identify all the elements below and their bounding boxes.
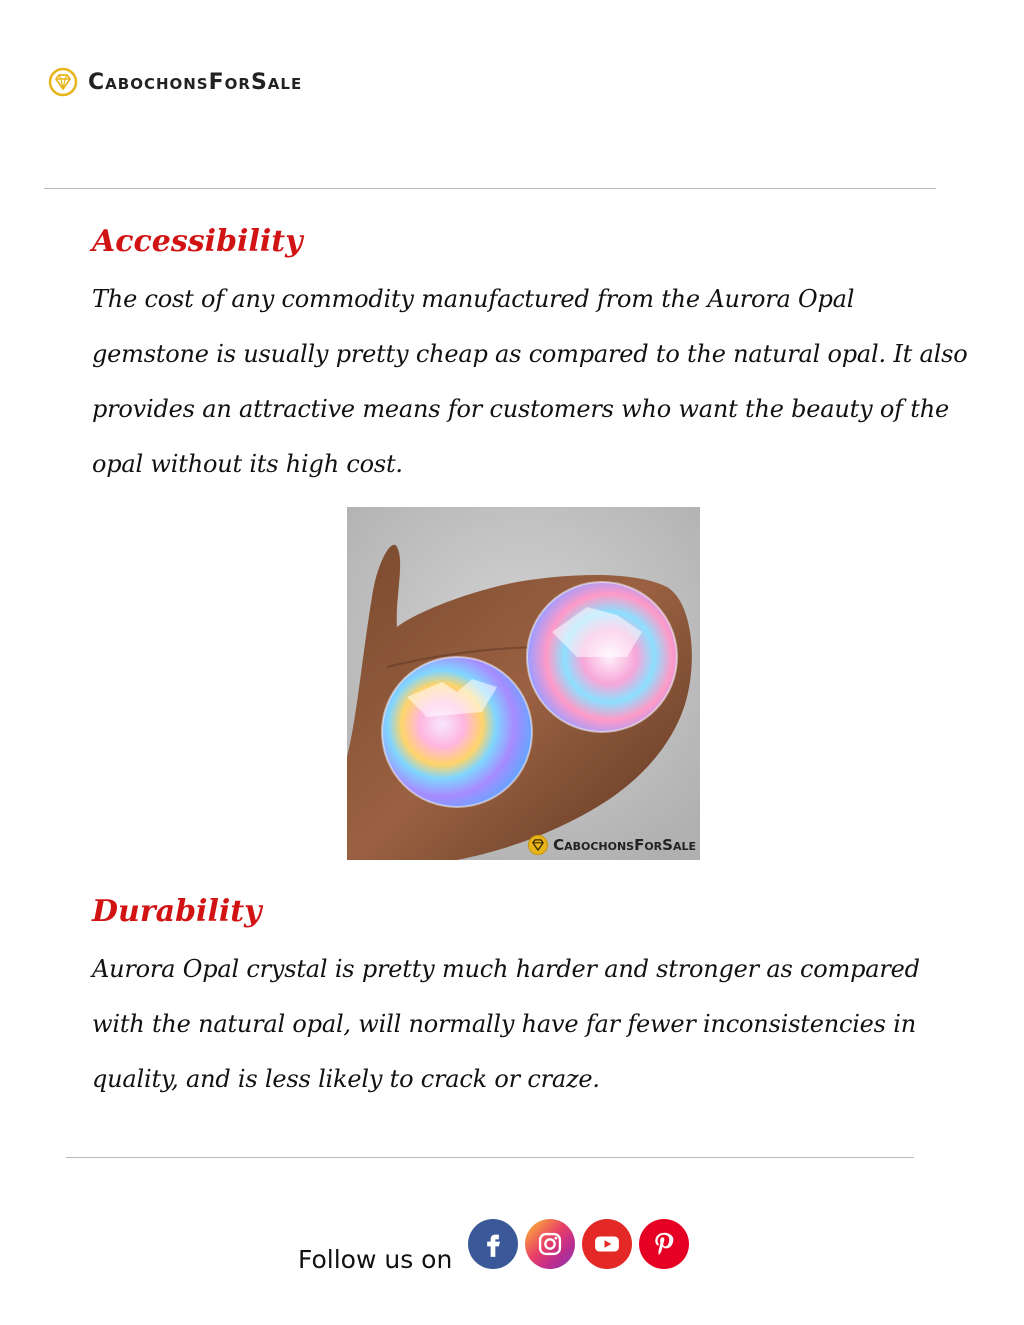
youtube-icon — [592, 1229, 622, 1259]
top-divider — [44, 188, 936, 189]
durability-body: Aurora Opal crystal is pretty much harder and stronger as compared with the natural opal, will normally have far fewer inconsistencies in quality, and is less likely to crack or craze. — [92, 955, 920, 1093]
bottom-divider — [66, 1157, 914, 1158]
gem-logo-icon — [48, 67, 78, 97]
gem-watermark-icon — [527, 834, 549, 856]
opal-illustration — [347, 507, 700, 860]
pinterest-link[interactable] — [639, 1219, 689, 1269]
accessibility-heading: Accessibility — [92, 224, 303, 259]
accessibility-section — [92, 224, 972, 492]
pinterest-icon — [649, 1229, 679, 1259]
accessibility-body: The cost of any commodity manufactured from the Aurora Opal gemstone is usually pretty cheap as compared to the natural opal. It also provides an attractive means for customers who want the beauty of the opal without its high cost. — [92, 285, 968, 478]
brand-logo[interactable] — [48, 64, 302, 100]
follow-us-label: Follow us on — [298, 1244, 453, 1274]
durability-section — [92, 894, 972, 1107]
photo-watermark — [527, 834, 696, 856]
aurora-opal-photo — [347, 507, 700, 860]
youtube-link[interactable] — [582, 1219, 632, 1269]
facebook-link[interactable] — [468, 1219, 518, 1269]
instagram-icon — [536, 1230, 564, 1258]
instagram-link[interactable] — [525, 1219, 575, 1269]
photo-watermark-text: CabochonsForSale — [553, 836, 696, 854]
brand-name: CabochonsForSale — [88, 69, 303, 95]
facebook-icon — [479, 1230, 507, 1258]
follow-us-footer — [298, 1214, 696, 1274]
durability-heading: Durability — [92, 894, 262, 929]
